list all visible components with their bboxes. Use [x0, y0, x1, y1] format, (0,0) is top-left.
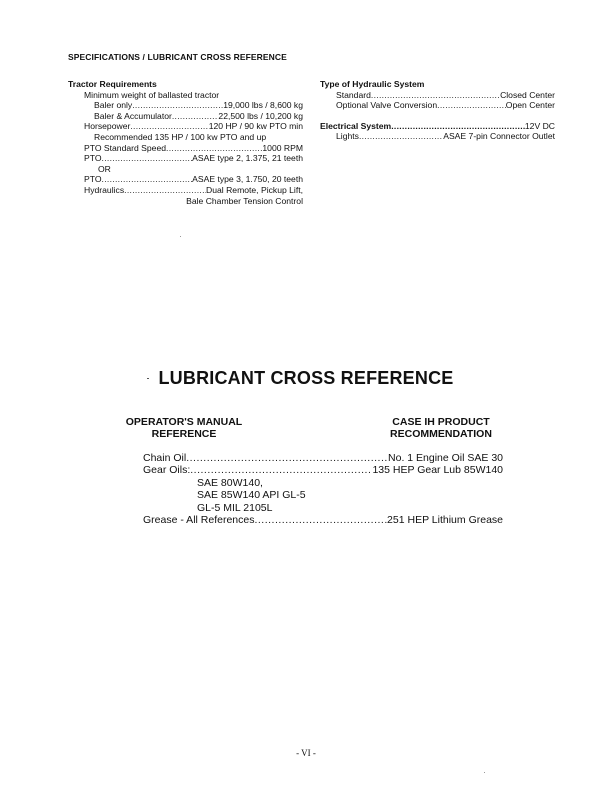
case-ih-header-line1: CASE IH PRODUCT [392, 416, 490, 428]
hydraulics-row [68, 185, 303, 196]
or-separator: OR [98, 163, 111, 174]
hydraulics-label: Hydraulics [84, 184, 125, 195]
horsepower-label: Horsepower [84, 121, 131, 132]
pto-type2-row [68, 153, 303, 164]
scan-speck [180, 236, 181, 237]
leader-dots [124, 185, 206, 196]
baler-accumulator-label: Baler & Accumulator [94, 110, 172, 121]
min-weight-label: Minimum weight of ballasted tractor [84, 89, 220, 100]
chain-oil-label: Chain Oil [143, 452, 187, 464]
electrical-system-value: 12V DC [524, 120, 555, 131]
pto-type2-value: ASAE type 2, 1.375, 21 teeth [192, 153, 303, 164]
leader-dots [132, 100, 223, 111]
page-header: SPECIFICATIONS / LUBRICANT CROSS REFERENCE [68, 52, 287, 62]
tractor-requirements-section [68, 79, 303, 206]
leader-dots [391, 121, 525, 132]
hydraulic-optional-label: Optional Valve Conversion [336, 100, 438, 111]
hydraulics-value: Dual Remote, Pickup Lift, [206, 184, 303, 195]
hydraulic-standard-label: Standard [336, 89, 371, 100]
leader-dots [102, 153, 193, 164]
pto-type2-label: PTO [84, 153, 102, 164]
grease-label: Grease - All References [143, 514, 255, 527]
leader-dots [172, 111, 219, 122]
lubricant-title: LUBRICANT CROSS REFERENCE [158, 368, 454, 388]
electrical-system-title: Electrical System [320, 120, 392, 131]
leader-dots [359, 131, 443, 142]
pto-speed-label: PTO Standard Speed [84, 142, 167, 153]
baler-only-row [68, 100, 303, 111]
recommended-hp: Recommended 135 HP / 100 kw PTO and up [94, 131, 267, 142]
case-ih-header-line2: RECOMMENDATION [390, 428, 492, 440]
baler-only-label: Baler only [94, 100, 133, 111]
spacer [320, 111, 555, 121]
operators-manual-header-line2: REFERENCE [151, 428, 217, 440]
baler-only-value: 19,000 lbs / 8,600 kg [223, 100, 303, 111]
leader-dots [190, 464, 372, 476]
operators-manual-header [118, 416, 250, 440]
leader-dots [254, 514, 387, 526]
leader-dots [166, 143, 262, 154]
pto-type3-value: ASAE type 3, 1.750, 20 teeth [192, 174, 303, 185]
lubricant-row [143, 464, 503, 476]
electrical-system-row [320, 121, 555, 132]
leader-dots [437, 100, 506, 111]
leader-dots [186, 452, 388, 464]
case-ih-header [376, 416, 506, 440]
hydraulic-optional-row [320, 100, 555, 111]
horsepower-value: 120 HP / 90 kw PTO min [208, 121, 303, 132]
hydraulic-standard-value: Closed Center [500, 89, 555, 100]
horsepower-row [68, 121, 303, 132]
hydraulics-value-continued: Bale Chamber Tension Control [186, 195, 303, 206]
leader-dots [371, 90, 500, 101]
lights-label: Lights [336, 131, 359, 142]
hydraulic-optional-value: Open Center [505, 100, 555, 111]
gear-oils-value: 135 HEP Gear Lub 85W140 [372, 464, 503, 477]
gear-oil-spec: SAE 80W140, [197, 476, 263, 489]
operators-manual-header-line1: OPERATOR'S MANUAL [125, 416, 243, 428]
page-number: - VI - [296, 748, 316, 758]
leader-dots [130, 121, 208, 132]
tractor-requirements-title: Tractor Requirements [68, 79, 157, 89]
scan-speck [484, 772, 485, 773]
chain-oil-value: No. 1 Engine Oil SAE 30 [388, 452, 503, 464]
pto-speed-value: 1000 RPM [262, 142, 303, 153]
gear-oils-label: Gear Oils: [143, 464, 191, 477]
hydraulic-system-title: Type of Hydraulic System [320, 79, 425, 89]
hydraulic-electrical-section [320, 79, 555, 142]
baler-accumulator-row [68, 111, 303, 122]
hydraulic-standard-row [320, 90, 555, 101]
pto-type3-row [68, 174, 303, 185]
lubricant-row [143, 514, 503, 526]
gear-oil-spec: SAE 85W140 API GL-5 [197, 489, 306, 502]
gear-oil-spec: GL-5 MIL 2105L [197, 501, 273, 514]
pto-speed-row [68, 143, 303, 154]
leader-dots [102, 174, 193, 185]
baler-accumulator-value: 22,500 lbs / 10,200 kg [218, 110, 303, 121]
grease-value: 251 HEP Lithium Grease [387, 514, 503, 527]
lubricant-table [143, 452, 513, 526]
lights-row [320, 131, 555, 142]
lubricant-row [143, 452, 503, 464]
pto-type3-label: PTO [84, 174, 102, 185]
lights-value: ASAE 7-pin Connector Outlet [443, 131, 555, 142]
